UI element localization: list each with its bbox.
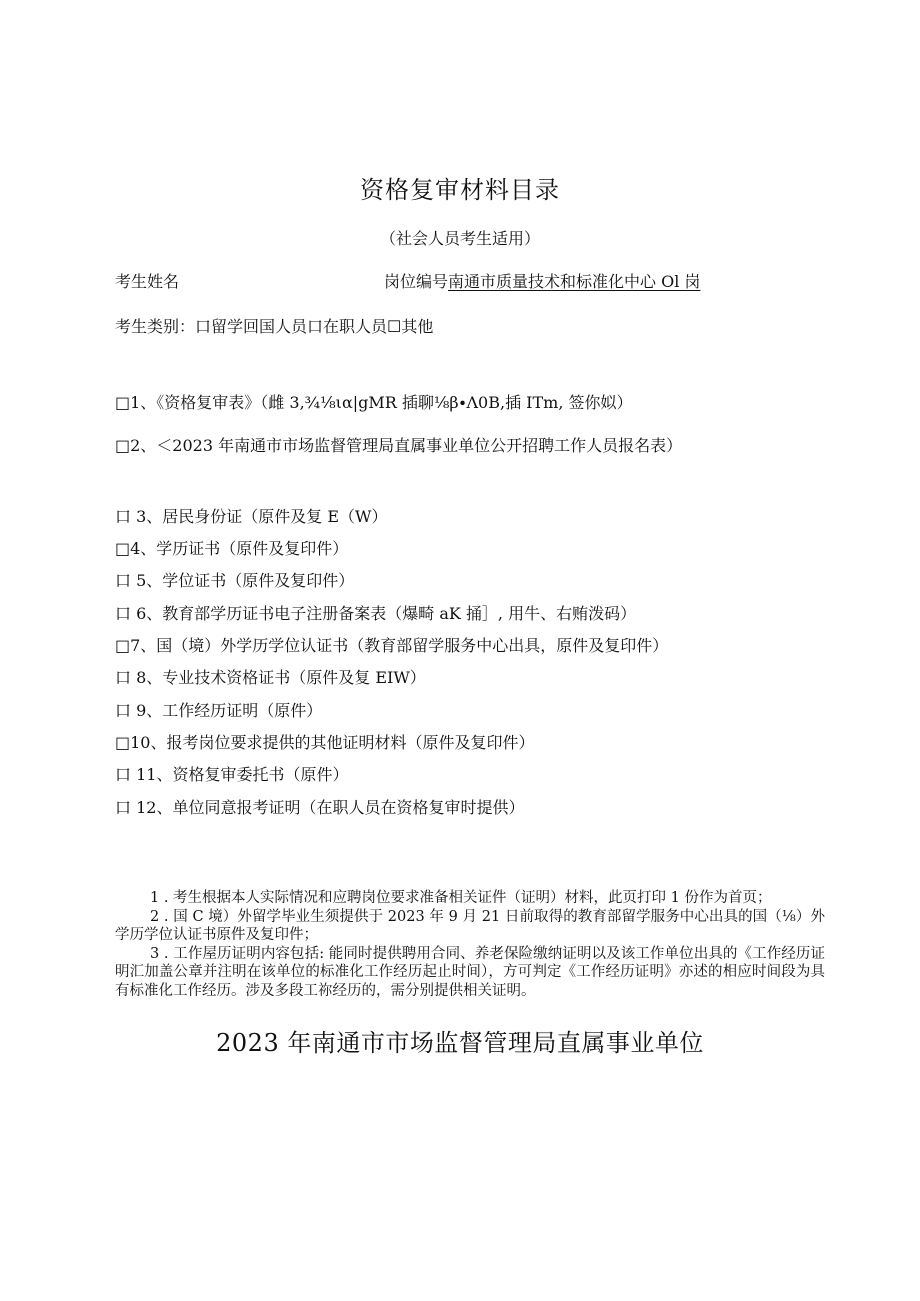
position-code-label: 岗位编号 [384, 272, 449, 291]
document-subtitle: （社会人员考生适用） [379, 229, 540, 248]
candidate-name-label: 考生姓名 [115, 272, 180, 291]
document-title: 资格复审材料目录 [360, 176, 560, 204]
candidate-category: 考生类别：口留学回国人员口在职人员☐其他 [115, 317, 434, 336]
notes-section [115, 889, 825, 1000]
note-paragraph: 1 . 考生根据本人实际情况和应聘岗位要求准备相关证件（证明）材料，此页打印 1 份作为首页； [150, 890, 772, 906]
checklist-item: 口 6、教育部学历证书电子注册备案表（爆畸 aK 捅］, 用牛、右贿泼码） [115, 604, 637, 623]
checklist-item: 口 3、居民身份证（原件及复 E（W） [115, 507, 388, 526]
next-page-heading: 2023 年南通市市场监督管理局直属事业单位 [216, 1029, 704, 1057]
checklist-item: □1、《资格复审表》（雌 3,¾⅛ια|gMR 插聊⅛β∙Λ0B,插 ITm, 签你姒） [115, 393, 633, 412]
position-code-value: 南通市质量技术和标准化中心 Ol 岗 [448, 272, 701, 291]
checklist-item: □10、报考岗位要求提供的其他证明材料（原件及复印件） [115, 733, 535, 752]
checklist-item: 口 8、专业技术资格证书（原件及复 EIW） [115, 668, 426, 687]
checklist-item: □7、国（境）外学历学位认证书（教育部留学服务中心出具，原件及复印件） [115, 636, 669, 655]
checklist-item: □2、＜2023 年南通市市场监督管理局直属事业单位公开招聘工作人员报名表） [115, 436, 683, 455]
checklist-item: 口 9、工作经历证明（原件） [115, 701, 323, 720]
position-code-field [384, 272, 700, 292]
checklist-item: □4、学历证书（原件及复印件） [115, 539, 349, 558]
checklist-item: 口 11、资格复审委托书（原件） [115, 765, 349, 784]
note-paragraph: 3 . 工作屋历证明内容包括: 能同时提供聘用合同、养老保险缴纳证明以及该工作单位出具的《工作经历证明汇加盖公章并注明在该单位的标准化工作经历起止时间），方可判定《工作经历证明》亦述的相应时间段为具有标准化工作经历。涉及多段工祢经历的，需分别提供相关证明。 [115, 945, 825, 999]
checklist-item: 口 5、学位证书（原件及复印件） [115, 571, 355, 590]
checklist-item: 口 12、单位同意报考证明（在职人员在资格复审时提供） [115, 798, 525, 817]
note-paragraph: 2 . 国 C 境）外留学毕业生须提供于 2023 年 9 月 21 日前取得的教育部留学服务中心出具的国（⅛）外学历学位认证书原件及复印件； [115, 908, 825, 943]
